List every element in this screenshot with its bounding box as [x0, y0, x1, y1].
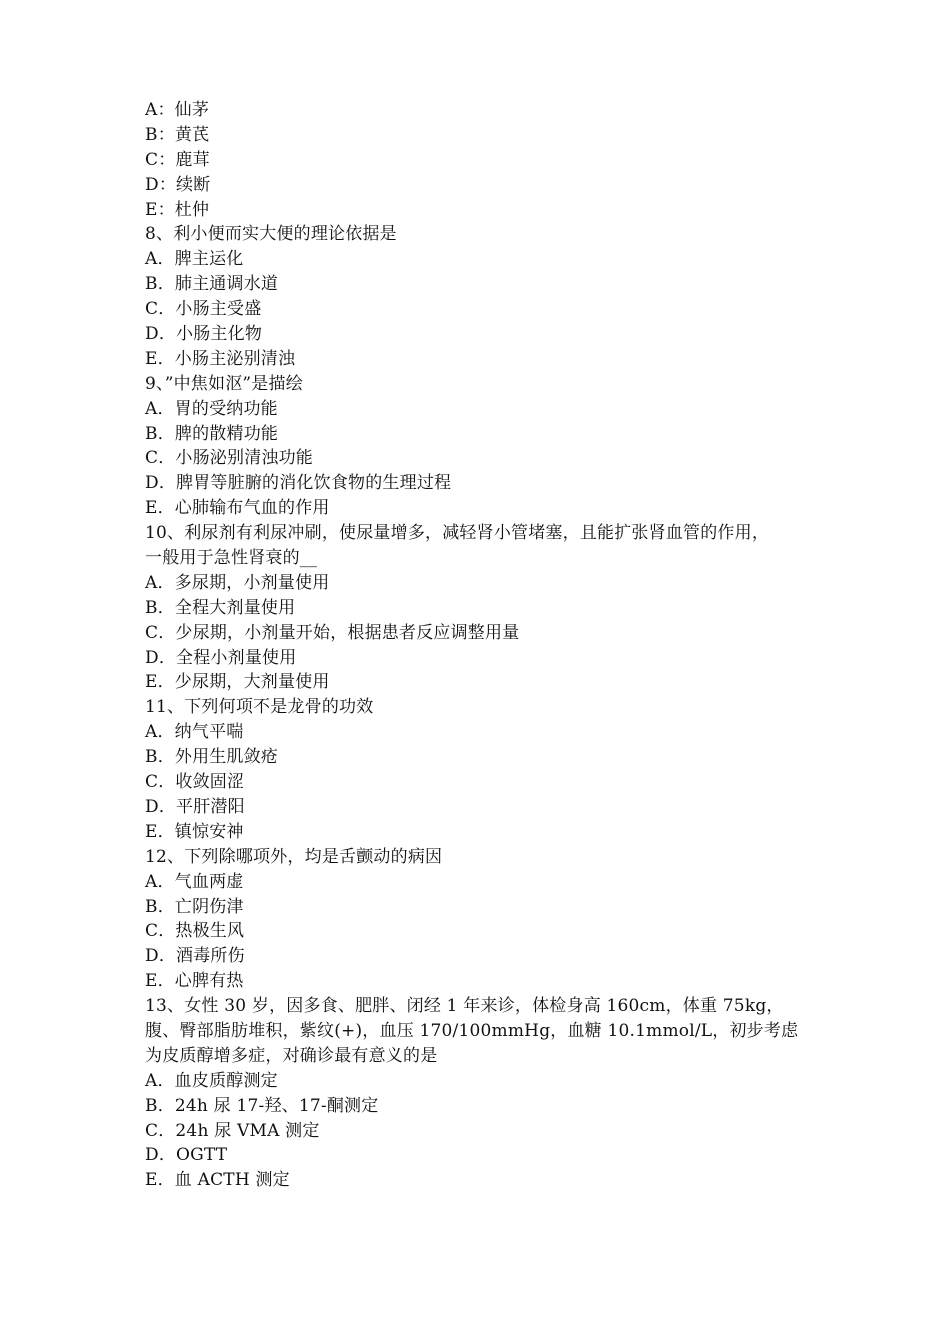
- q9-option-a: A．胃的受纳功能: [145, 398, 278, 419]
- question-13-line-1: 13、女性 30 岁，因多食、肥胖、闭经 1 年来诊，体检身高 160cm，体重 75kg，: [145, 996, 784, 1017]
- question-8: 8、利小便而实大便的理论依据是: [145, 224, 397, 245]
- q9-option-e: E．心肺输布气血的作用: [145, 498, 330, 519]
- q11-option-e: E．镇惊安神: [145, 821, 244, 842]
- q12-option-d: D．酒毒所伤: [145, 946, 245, 967]
- option-d: D：续断: [145, 174, 211, 195]
- q13-option-c: C．24h 尿 VMA 测定: [145, 1120, 320, 1141]
- q13-option-d: D．OGTT: [145, 1145, 228, 1166]
- question-12: 12、下列除哪项外，均是舌颤动的病因: [145, 846, 443, 867]
- document-body: [145, 98, 815, 1193]
- q12-option-b: B．亡阴伤津: [145, 896, 244, 917]
- q13-option-a: A．血皮质醇测定: [145, 1070, 278, 1091]
- q10-option-d: D．全程小剂量使用: [145, 647, 297, 668]
- q11-option-a: A．纳气平喘: [145, 722, 244, 743]
- q10-option-b: B．全程大剂量使用: [145, 597, 296, 618]
- q8-option-b: B．肺主通调水道: [145, 274, 279, 295]
- question-11: 11、下列何项不是龙骨的功效: [145, 697, 374, 718]
- question-13-line-3: 为皮质醇增多症，对确诊最有意义的是: [145, 1045, 438, 1066]
- q9-option-d: D．脾胃等脏腑的消化饮食物的生理过程: [145, 473, 452, 494]
- q8-option-e: E．小肠主泌别清浊: [145, 348, 296, 369]
- option-a: A：仙茅: [145, 100, 210, 120]
- q9-option-b: B．脾的散精功能: [145, 423, 279, 444]
- q10-option-e: E．少尿期，大剂量使用: [145, 672, 330, 693]
- question-10-line-2: 一般用于急性肾衰的__: [145, 548, 318, 569]
- q12-option-e: E．心脾有热: [145, 971, 244, 992]
- q13-option-e: E．血 ACTH 测定: [145, 1170, 290, 1191]
- q11-option-d: D．平肝潜阳: [145, 796, 245, 817]
- q8-option-c: C．小肠主受盛: [145, 299, 262, 320]
- question-13-line-2: 腹、臀部脂肪堆积，紫纹(+)，血压 170/100mmHg，血糖 10.1mmol/L，初步考虑: [145, 1020, 799, 1041]
- question-10-line-1: 10、利尿剂有利尿冲刷，使尿量增多，减轻肾小管堵塞，且能扩张肾血管的作用，: [145, 523, 770, 544]
- q10-option-c: C．少尿期，小剂量开始，根据患者反应调整用量: [145, 622, 520, 643]
- q13-option-b: B．24h 尿 17-羟、17-酮测定: [145, 1095, 379, 1116]
- q12-option-a: A．气血两虚: [145, 871, 244, 892]
- question-9: 9、”中焦如沤”是描绘: [145, 373, 303, 394]
- q9-option-c: C．小肠泌别清浊功能: [145, 448, 314, 469]
- q12-option-c: C．热极生风: [145, 921, 245, 942]
- q8-option-a: A．脾主运化: [145, 249, 244, 270]
- option-b: B：黄芪: [145, 124, 210, 145]
- q11-option-c: C．收敛固涩: [145, 772, 245, 793]
- option-e: E：杜仲: [145, 199, 210, 220]
- q8-option-d: D．小肠主化物: [145, 324, 263, 345]
- q10-option-a: A．多尿期，小剂量使用: [145, 572, 330, 593]
- q11-option-b: B．外用生肌敛疮: [145, 747, 279, 768]
- option-c: C：鹿茸: [145, 149, 210, 170]
